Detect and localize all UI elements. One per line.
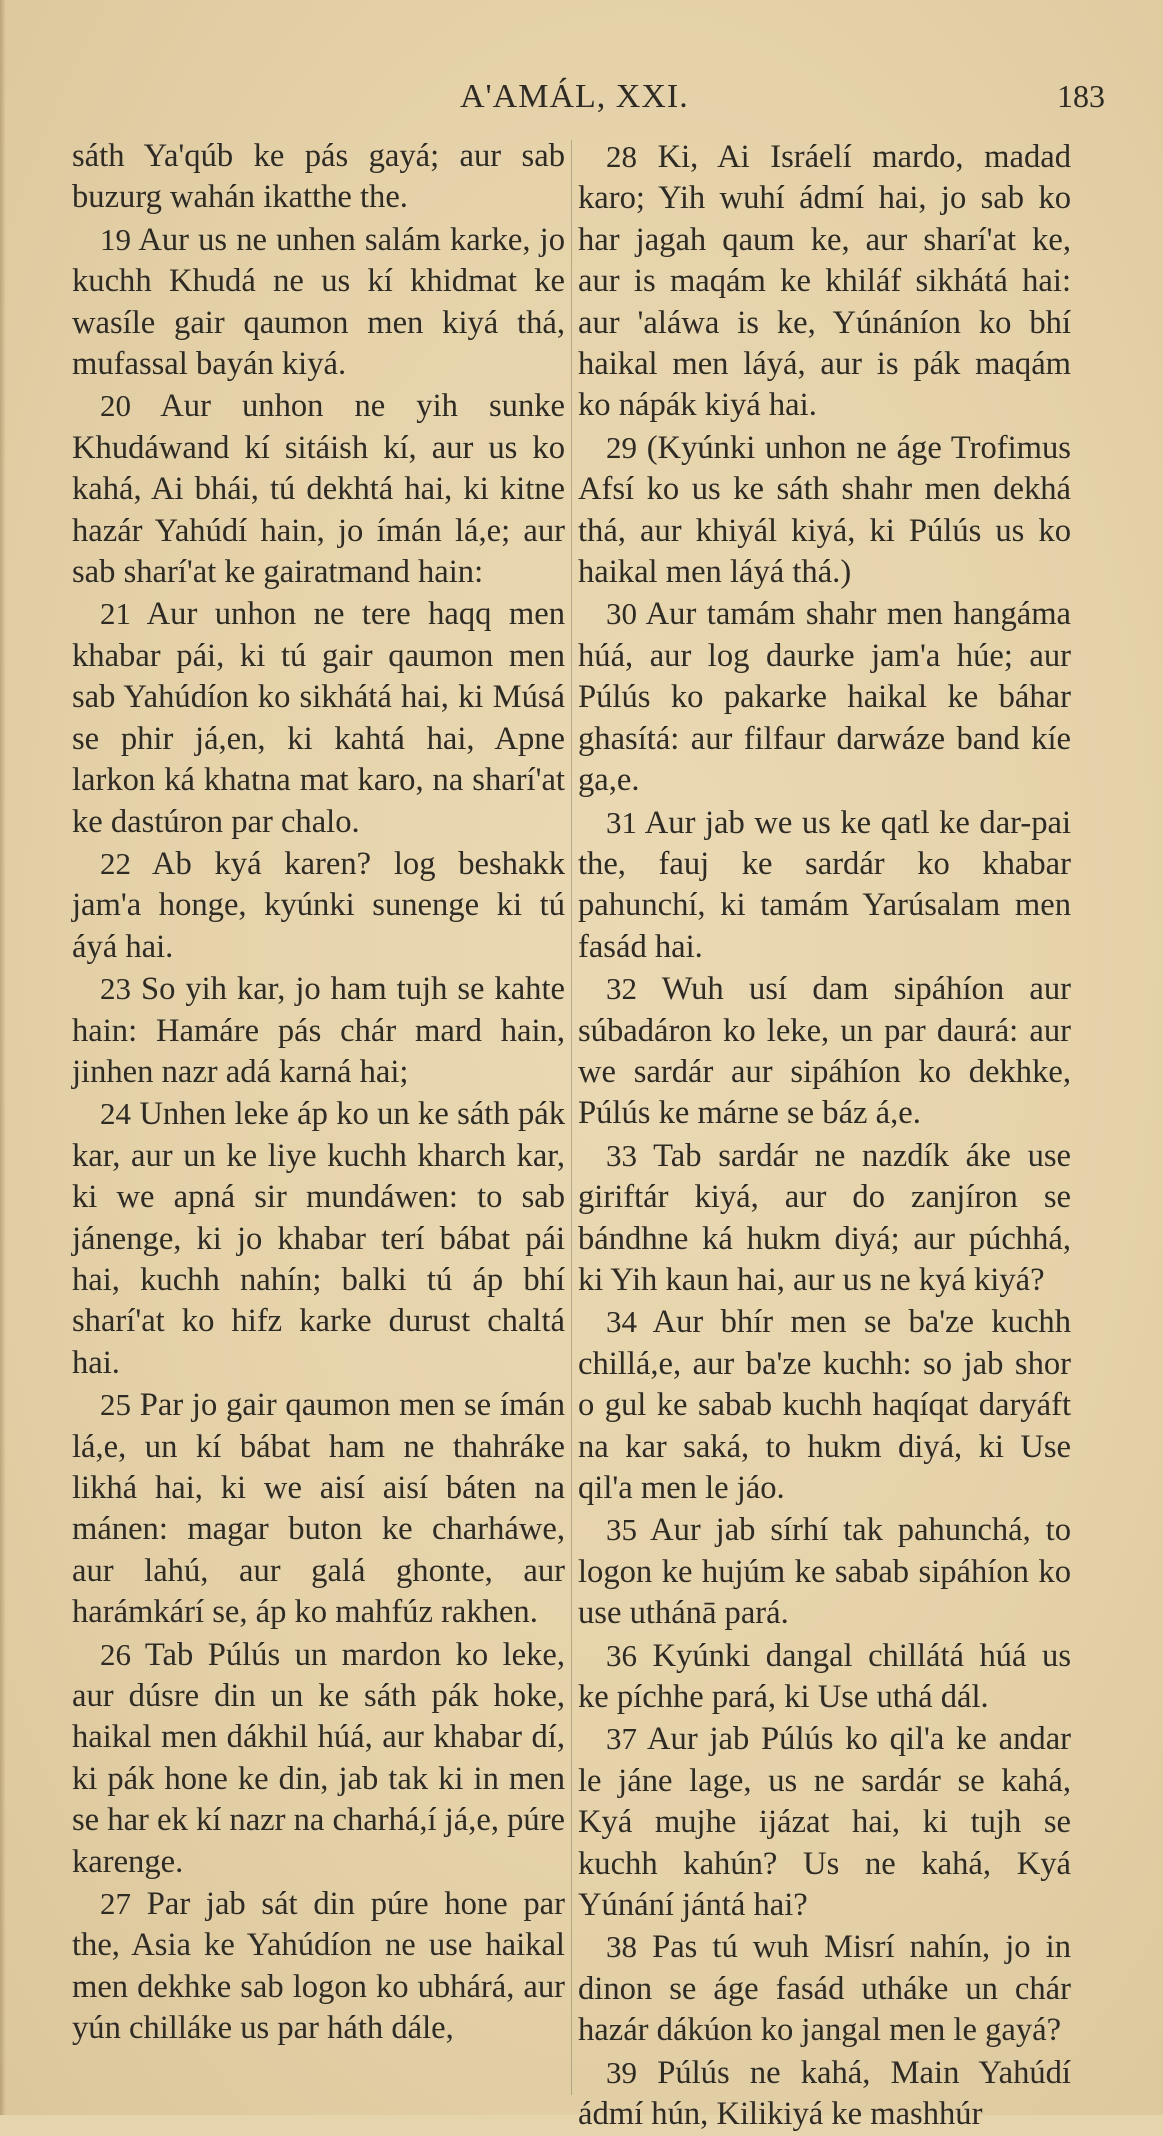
verse-number: 37 — [606, 1721, 637, 1757]
verse-paragraph — [578, 968, 1071, 1135]
verse-text: Par jab sát din púre hone par the, Asia ke Yahúdíon ne use haikal men dekhke sab logon ko ubhárá, aur yún chilláke us par háth dále, — [72, 1886, 565, 2047]
verse-text: Unhen leke áp ko un ke sáth pák kar, aur un ke liye kuchh kharch kar, ki we apná sir mundáwen: to sab jánenge, ki jo khabar terí bábat pái hai, kuchh nahín; balki tú áp bhí sharí'at ko hifz karke durust chaltá hai. — [72, 1096, 565, 1381]
verse-text: Aur bhír men se ba'ze kuchh chillá,e, aur ba'ze kuchh: so jab shor o gul ke sabab kuchh haqíqat daryáft na kar saká, to hukm diyá, ki Use qil'a men le jáo. — [578, 1304, 1071, 1506]
verse-paragraph — [578, 1135, 1071, 1302]
verse-number: 35 — [606, 1512, 637, 1548]
left-column — [72, 136, 565, 2050]
verse-text: Tab sardár ne nazdík áke use giriftár kiyá, aur do zanjíron se bándhne ká hukm diyá; aur púchhá, ki Yih kaun hai, aur us ne kyá kiyá? — [578, 1137, 1072, 1298]
verse-number: 32 — [606, 971, 637, 1007]
verse-paragraph — [72, 136, 565, 219]
verse-paragraph — [72, 1384, 565, 1633]
verse-text: Aur unhon ne yih sunke Khudáwand kí sitáish kí, aur us ko kahá, Ai bhái, tú dekhtá hai, ki kitne hazár Yahúdí hain, jo ímán lá,e; aur sab sharí'at ke gairatmand hain: — [72, 388, 565, 591]
verse-paragraph — [72, 593, 565, 842]
verse-text: Pas tú wuh Misrí nahín, jo in dinon se áge fasád utháke un chár hazár dákúon ko jangal men le gayá? — [578, 1929, 1071, 2049]
verse-paragraph — [72, 1634, 565, 1883]
verse-paragraph — [72, 385, 565, 593]
verse-text: Aur unhon ne tere haqq men khabar pái, ki tú gair qaumon men sab Yahúdíon ko sikhátá hai, ki Músá se phir já,en, ki kahtá hai, Apne larkon ká khatna mat karo, na sharí'at ke dastúron par chalo. — [72, 596, 565, 840]
verse-number: 24 — [100, 1096, 131, 1132]
verse-text: Ki, Ai Isráelí mardo, madad karo; Yih wuhí ádmí hai, jo sab ko har jagah qaum ke, aur sharí'at ke, aur is maqám ke khiláf sikhátá hai: aur 'aláwa is ke, Yúnáníon ko bhí haikal men láyá, aur is pák maqám ko nápák kiyá hai. — [578, 139, 1071, 424]
verse-number: 36 — [606, 1637, 637, 1673]
verse-paragraph — [72, 1093, 565, 1384]
verse-number: 21 — [100, 596, 131, 632]
verse-paragraph — [578, 1926, 1071, 2051]
verse-text: Aur jab Púlús ko qil'a ke andar le jáne lage, us ne sardár se kahá, Kyá mujhe ijázat hai, ki tujh se kuchh kahún? Us ne kahá, Kyá Yúnání jántá hai? — [578, 1721, 1071, 1924]
verse-paragraph — [578, 427, 1071, 594]
verse-paragraph — [578, 802, 1071, 969]
verse-text: (Kyúnki unhon ne áge Trofimus Afsí ko us ke sáth shahr men dekhá thá, aur khiyál kiyá, ki Púlús us ko haikal men láyá thá.) — [578, 429, 1071, 591]
verse-paragraph — [578, 1635, 1071, 1719]
verse-number: 39 — [606, 2054, 637, 2090]
verse-number: 30 — [606, 596, 637, 632]
verse-number: 28 — [606, 139, 637, 174]
verse-text: So yih kar, jo ham tujh se kahte hain: Hamáre pás chár mard hain, jinhen nazr adá karná hai; — [72, 971, 565, 1090]
verse-paragraph — [578, 1509, 1071, 1634]
verse-number: 22 — [100, 845, 131, 881]
verse-paragraph — [578, 136, 1071, 427]
verse-text: Ab kyá karen? log beshakk jam'a honge, kyúnki sunenge ki tú áyá hai. — [72, 845, 565, 965]
verse-text: Aur tamám shahr men hangáma húá, aur log daurke jam'a húe; aur Púlús ko pakarke haikal ke báhar ghasítá: aur filfaur darwáze band kíe ga,e. — [578, 596, 1071, 799]
verse-text: Aur jab sírhí tak pahunchá, to logon ke hujúm ke sabab sipáhíon ko use uthánā pará. — [578, 1512, 1071, 1632]
verse-number: 27 — [100, 1886, 131, 1922]
verse-number: 29 — [606, 429, 637, 465]
verse-paragraph — [578, 2052, 1071, 2136]
verse-number: 25 — [100, 1387, 131, 1423]
page-number: 183 — [1057, 78, 1105, 114]
verse-paragraph — [578, 593, 1071, 801]
verse-text: Aur jab we us ke qatl ke dar-pai the, fauj ke sardár ko khabar pahunchí, ki tamám Yarúsalam men fasád hai. — [578, 804, 1071, 965]
page-edge-shadow — [0, 0, 6, 2115]
column-divider — [571, 140, 572, 2095]
verse-number: 31 — [606, 804, 637, 840]
verse-text: Tab Púlús un mardon ko leke, aur dúsre din un ke sáth pák hoke, haikal men dákhil húá, aur khabar dí, ki pák hone ke din, jab tak ki in men se har ek kí nazr na charhá,í já,e, púre karenge. — [72, 1636, 565, 1880]
verse-paragraph — [578, 1718, 1071, 1926]
page-header — [70, 78, 1105, 128]
verse-number: 38 — [606, 1929, 637, 1965]
verse-paragraph — [72, 968, 565, 1093]
verse-paragraph — [72, 219, 565, 386]
verse-text: sáth Ya'qúb ke pás gayá; aur sab buzurg wahán ikatthe the. — [72, 138, 565, 216]
verse-number: 23 — [100, 971, 131, 1007]
right-column — [578, 136, 1071, 2136]
verse-number: 34 — [606, 1304, 637, 1340]
verse-text: Aur us ne unhen salám karke, jo kuchh Khudá ne us kí khidmat ke wasíle gair qaumon men kiyá thá, mufassal bayán kiyá. — [72, 221, 565, 383]
verse-paragraph — [72, 1883, 565, 2050]
verse-text: Púlús ne kahá, Main Yahúdí ádmí hún, Kilikiyá ke mashhúr — [578, 2054, 1071, 2133]
verse-text: Par jo gair qaumon men se ímán lá,e, un kí bábat ham ne thahráke likhá hai, ki we aisí aisí báten na mánen: magar buton ke charháwe, aur lahú, aur galá ghonte, aur harámkárí se, áp ko mahfúz rakhen. — [72, 1387, 565, 1631]
running-head: A'AMÁL, XXI. — [460, 78, 689, 115]
verse-number: 33 — [606, 1137, 637, 1173]
verse-number: 26 — [100, 1636, 131, 1672]
verse-number: 19 — [100, 221, 131, 257]
verse-number: 20 — [100, 388, 131, 424]
verse-text: Kyúnki dangal chillátá húá us ke píchhe pará, ki Use uthá dál. — [578, 1637, 1071, 1716]
verse-paragraph — [72, 843, 565, 968]
verse-text: Wuh usí dam sipáhíon aur súbadáron ko leke, un par daurá: aur we sardár aur sipáhíon ko dekhke, Púlús ke márne se báz á,e. — [578, 971, 1071, 1132]
verse-paragraph — [578, 1301, 1071, 1509]
